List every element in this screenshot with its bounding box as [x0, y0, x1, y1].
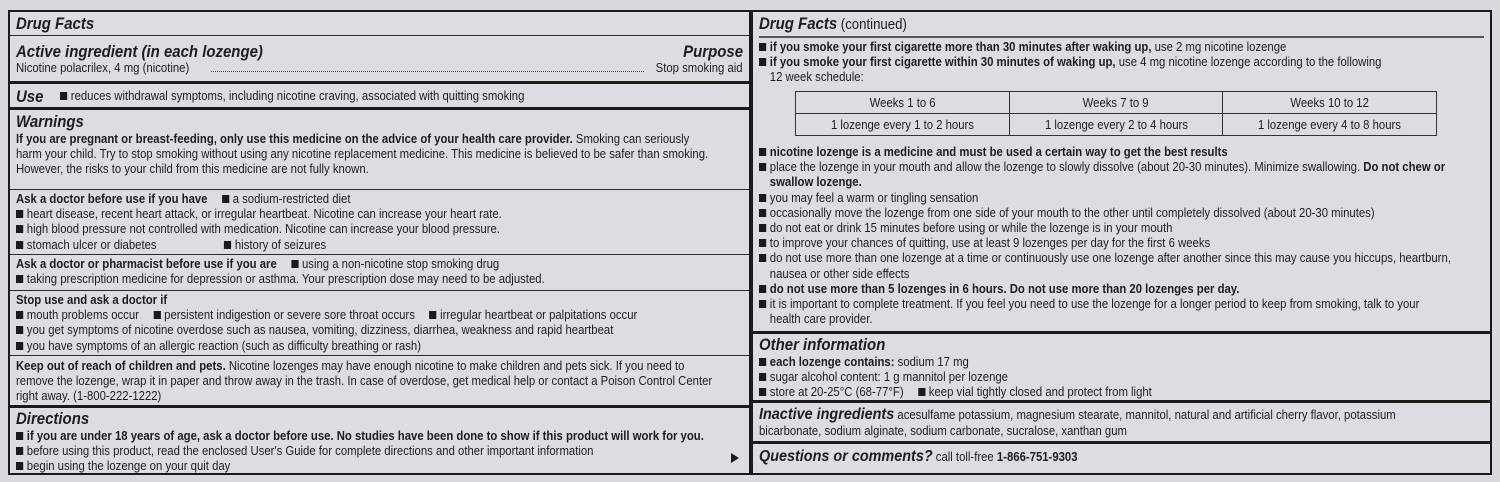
bullet-icon — [16, 225, 23, 233]
schedule-value-cell: 1 lozenge every 2 to 4 hours — [1009, 114, 1223, 136]
questions-heading: Questions or comments? — [759, 448, 933, 465]
list-item: mouth problems occur persistent indigestion or severe sore throat occurs irregular heartbeat or palpitations occur — [16, 308, 670, 323]
dosage-intro: if you smoke your first cigarette more than 30 minutes after waking up, use 2 mg nicotine lozenge if you smoke your first cigarette within 30 minutes of waking up, use 4 mg nicotine lozenge according to the following 12 week schedule: — [753, 40, 1490, 92]
active-ingredient-heading: Active ingredient (in each lozenge) — [16, 42, 263, 61]
continued-title: Drug Facts — [759, 14, 838, 33]
list-item: to improve your chances of quitting, use at least 9 lozenges per day for the first 6 weeks — [759, 236, 1412, 251]
drug-facts-header — [10, 14, 749, 36]
bullet-icon — [16, 311, 23, 319]
inactive-ingredients-section: Inactive ingredients acesulfame potassium, magnesium stearate, mannitol, natural and artificial cherry flavor, potassium bicarbonate, sodium alginate, sodium carbonate, sucralose, xanthan gum — [753, 400, 1490, 442]
ask-doctor-heading: Ask a doctor before use if you have — [16, 192, 208, 206]
stop-use-section — [10, 290, 749, 355]
use-heading: Use — [16, 87, 44, 106]
stop-use-heading: Stop use and ask a doctor if — [16, 293, 168, 307]
bullet-icon — [759, 224, 766, 232]
bullet-icon — [16, 342, 23, 350]
list-item: occasionally move the lozenge from one side of your mouth to the other until completely dissolved (about 20-30 minutes) — [759, 206, 1412, 221]
bullet-icon — [759, 388, 766, 396]
ingredient-name: Nicotine polacrilex, 4 mg (nicotine) — [16, 61, 190, 75]
bullet-icon — [16, 432, 23, 440]
dosing-schedule-table — [795, 91, 1437, 136]
drug-facts-title: Drug Facts — [16, 14, 95, 33]
list-item: if you smoke your first cigarette within 30 minutes of waking up, use 4 mg nicotine lozenge according to the following — [759, 55, 1412, 70]
bullet-icon — [60, 92, 67, 100]
list-item: sugar alcohol content: 1 g mannitol per lozenge — [759, 370, 1412, 385]
schedule-value-row — [796, 114, 1437, 136]
use-section — [10, 81, 749, 108]
bullet-icon — [16, 326, 23, 334]
directions-continued: nicotine lozenge is a medicine and must be used a certain way to get the best results place the lozenge in your mouth and allow the lozenge to slowly dissolve (about 20-30 minutes). Minimize swallowing. Do not chew or swallow lozenge. you may feel a warm or tingling sensation occasionally move the lozenge from one side of your mouth to the other until completely dissolved (about 20-30 minutes) do not eat or drink 15 minutes before using or while the lozenge is in your mouth to improve your chances of quitting, use at least 9 lozenges per day for the first 6 weeks do not use more than one lozenge at a time or continuously use one lozenge after another since this may cause you hiccups, heartburn, nausea or other side effects do not use more than 5 lozenges in 6 hours. Do not use more than 20 lozenges per day. it is important to complete treatment. If you feel you need to use the lozenge for a longer period to keep from smoking, talk to your health care provider. — [753, 145, 1490, 333]
bullet-icon — [16, 447, 23, 455]
bullet-icon — [759, 239, 766, 247]
list-item: it is important to complete treatment. If you feel you need to use the lozenge for a longer period to keep from smoking, talk to your — [759, 297, 1412, 312]
keep-out-heading: Keep out of reach of children and pets. — [16, 359, 226, 373]
bullet-icon — [16, 462, 23, 470]
other-information-heading: Other information — [759, 335, 886, 354]
bullet-icon — [16, 275, 23, 283]
questions-section: Questions or comments? call toll-free 1-866-751-9303 — [753, 441, 1490, 473]
bullet-icon — [759, 194, 766, 202]
bullet-icon — [222, 195, 229, 203]
active-ingredient-section — [10, 42, 749, 82]
list-item: high blood pressure not controlled with medication. Nicotine can increase your blood pressure. — [16, 222, 670, 237]
schedule-header-cell: Weeks 10 to 12 — [1223, 92, 1437, 114]
ingredient-row — [16, 61, 743, 75]
directions-section — [10, 405, 749, 473]
bullet-icon — [918, 388, 925, 396]
schedule-header-row — [796, 92, 1437, 114]
list-item: before using this product, read the enclosed User's Guide for complete directions and other important information — [16, 444, 670, 459]
list-item: store at 20-25°C (68-77°F) keep vial tightly closed and protect from light — [759, 385, 1412, 400]
directions-heading: Directions — [16, 409, 90, 428]
drug-facts-continued-panel — [751, 10, 1492, 475]
list-item: if you smoke your first cigarette more than 30 minutes after waking up, use 2 mg nicotine lozenge — [759, 40, 1412, 55]
schedule-header-cell: Weeks 1 to 6 — [796, 92, 1010, 114]
ask-pharmacist-section: Ask a doctor or pharmacist before use if you are using a non-nicotine stop smoking drug taking prescription medicine for depression or asthma. Your prescription dose may need to be adjusted. — [10, 254, 749, 290]
other-information-section — [753, 331, 1490, 402]
pregnancy-warning-line: However, the risks to your child from this medicine are not fully known. — [16, 162, 369, 177]
list-item: each lozenge contains: sodium 17 mg — [759, 355, 1412, 370]
bullet-icon — [16, 241, 23, 249]
schedule-header-cell: Weeks 7 to 9 — [1009, 92, 1223, 114]
bullet-icon — [759, 163, 766, 171]
schedule-value-cell: 1 lozenge every 4 to 8 hours — [1223, 114, 1437, 136]
bullet-icon — [759, 43, 766, 51]
list-item: place the lozenge in your mouth and allow the lozenge to slowly dissolve (about 20-30 minutes). Minimize swallowing. Do not chew or — [759, 160, 1412, 175]
leader-dots — [211, 71, 645, 72]
list-item: heart disease, recent heart attack, or irregular heartbeat. Nicotine can increase your heart rate. — [16, 207, 670, 222]
list-item: do not eat or drink 15 minutes before using or while the lozenge is in your mouth — [759, 221, 1412, 236]
bullet-icon — [759, 209, 766, 217]
bullet-icon — [759, 285, 766, 293]
bullet-icon — [291, 260, 298, 268]
toll-free-phone: 1-866-751-9303 — [996, 450, 1078, 464]
list-item: you may feel a warm or tingling sensation — [759, 191, 1412, 206]
list-item: do not use more than one lozenge at a time or continuously use one lozenge after another since this may cause you hiccups, heartburn, — [759, 251, 1412, 266]
list-item: taking prescription medicine for depression or asthma. Your prescription dose may need to be adjusted. — [16, 272, 670, 287]
ask-doctor-section: Ask a doctor before use if you have a sodium-restricted diet heart disease, recent heart attack, or irregular heartbeat. Nicotine can increase your heart rate. high blood pressure not controlled with medication. Nicotine can increase your blood pressure. stomach ulcer or diabetes history of seizures — [10, 189, 749, 254]
list-item: begin using the lozenge on your quit day — [16, 459, 670, 474]
list-item: you have symptoms of an allergic reaction (such as difficulty breathing or rash) — [16, 339, 670, 354]
list-item: do not use more than 5 lozenges in 6 hours. Do not use more than 20 lozenges per day. — [759, 282, 1412, 297]
schedule-value-cell: 1 lozenge every 1 to 2 hours — [796, 114, 1010, 136]
continue-arrow-icon — [731, 453, 739, 463]
drug-facts-panel — [8, 10, 751, 475]
bullet-icon — [429, 311, 436, 319]
pregnancy-warning-line: If you are pregnant or breast-feeding, only use this medicine on the advice of your health care provider. Smoking can seriously — [16, 132, 690, 146]
purpose-heading: Purpose — [683, 42, 743, 61]
pregnancy-warning-line: harm your child. Try to stop smoking without using any nicotine replacement medicine. This medicine is believed to be safer than smoking. — [16, 147, 709, 162]
bullet-icon — [759, 58, 766, 66]
list-item: if you are under 18 years of age, ask a doctor before use. No studies have been done to show if this product will work for you. — [16, 429, 670, 444]
bullet-icon — [759, 148, 766, 156]
warnings-section — [10, 107, 749, 189]
ingredient-purpose: Stop smoking aid — [656, 61, 743, 75]
list-item: stomach ulcer or diabetes history of seizures — [16, 238, 670, 253]
bullet-icon — [224, 241, 231, 249]
bullet-icon — [153, 311, 160, 319]
bullet-icon — [16, 210, 23, 218]
ask-pharmacist-heading: Ask a doctor or pharmacist before use if you are — [16, 257, 277, 271]
bullet-icon — [759, 373, 766, 381]
use-item: reduces withdrawal symptoms, including nicotine craving, associated with quitting smoking — [60, 89, 524, 104]
bullet-icon — [759, 300, 766, 308]
bullet-icon — [759, 358, 766, 366]
bullet-icon — [759, 254, 766, 262]
inactive-ingredients-heading: Inactive ingredients — [759, 406, 895, 423]
warnings-heading: Warnings — [16, 112, 84, 131]
keep-out-section: Keep out of reach of children and pets. Nicotine lozenges may have enough nicotine to make children and pets sick. If you need to remove the lozenge, wrap it in paper and throw away in the trash. In case of overdose, get medical help or contact a Poison Control Center right away. (1-800-222-1222) — [10, 355, 749, 407]
list-item: nicotine lozenge is a medicine and must be used a certain way to get the best results — [759, 145, 1412, 160]
poison-control-line: right away. (1-800-222-1222) — [16, 389, 162, 404]
continued-header: Drug Facts (continued) — [753, 14, 1490, 36]
list-item: you get symptoms of nicotine overdose such as nausea, vomiting, dizziness, diarrhea, weakness and rapid heartbeat — [16, 323, 670, 338]
